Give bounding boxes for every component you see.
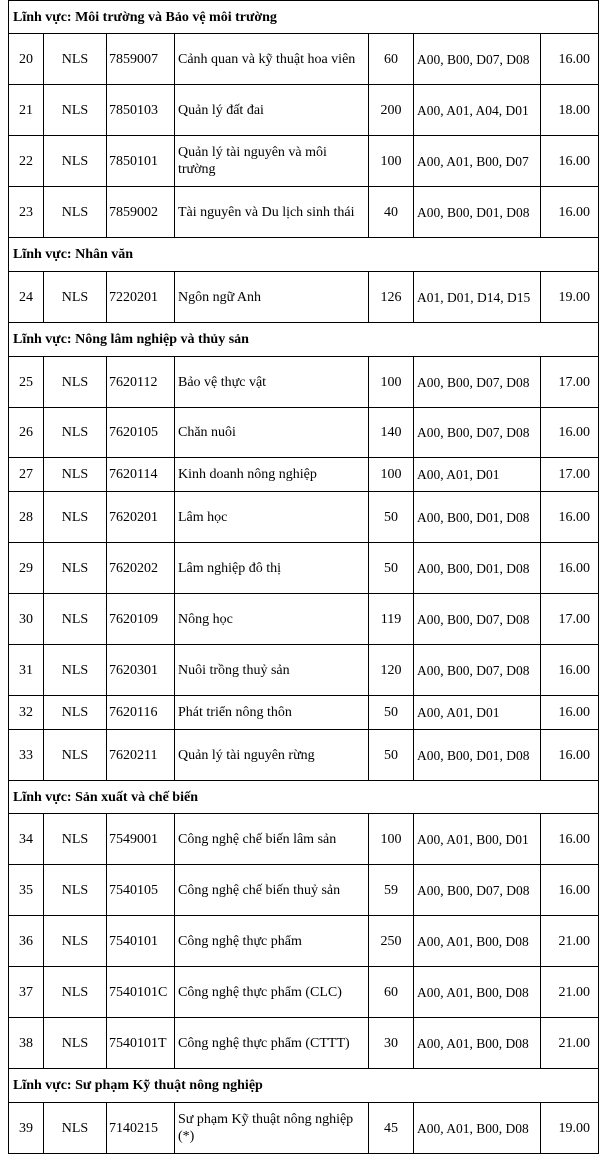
row-number: 22 <box>9 136 44 187</box>
table-row <box>9 187 599 238</box>
school-code: NLS <box>44 34 107 85</box>
major-code: 7850103 <box>107 85 175 136</box>
major-code: 7850101 <box>107 136 175 187</box>
row-number: 37 <box>9 967 44 1018</box>
table-row <box>9 1103 599 1154</box>
section-title: Lĩnh vực: Môi trường và Bảo vệ môi trường <box>9 1 599 34</box>
quota: 50 <box>369 492 414 543</box>
section-header-row <box>9 781 599 814</box>
major-code: 7620109 <box>107 594 175 645</box>
table-row <box>9 543 599 594</box>
major-name: Quản lý tài nguyên rừng <box>175 730 369 781</box>
quota: 30 <box>369 1018 414 1069</box>
quota: 100 <box>369 814 414 865</box>
school-code: NLS <box>44 967 107 1018</box>
row-number: 26 <box>9 408 44 458</box>
row-number: 27 <box>9 458 44 492</box>
table-row <box>9 492 599 543</box>
quota: 119 <box>369 594 414 645</box>
school-code: NLS <box>44 865 107 916</box>
subject-combinations: A00, A01, D01 <box>414 696 541 730</box>
major-code: 7620211 <box>107 730 175 781</box>
admission-score: 16.00 <box>541 730 599 781</box>
major-name: Nuôi trồng thuỷ sản <box>175 645 369 696</box>
school-code: NLS <box>44 357 107 408</box>
major-code: 7859007 <box>107 34 175 85</box>
section-header-row <box>9 238 599 272</box>
admission-score: 21.00 <box>541 967 599 1018</box>
quota: 50 <box>369 730 414 781</box>
quota: 59 <box>369 865 414 916</box>
subject-combinations: A00, B00, D07, D08 <box>414 594 541 645</box>
school-code: NLS <box>44 543 107 594</box>
subject-combinations: A00, B00, D01, D08 <box>414 492 541 543</box>
subject-combinations: A00, B00, D07, D08 <box>414 34 541 85</box>
major-code: 7540101 <box>107 916 175 967</box>
admission-score-table <box>8 0 599 1154</box>
quota: 120 <box>369 645 414 696</box>
quota: 100 <box>369 458 414 492</box>
major-code: 7620301 <box>107 645 175 696</box>
major-name: Kinh doanh nông nghiệp <box>175 458 369 492</box>
row-number: 24 <box>9 272 44 323</box>
admission-score: 16.00 <box>541 865 599 916</box>
table-row <box>9 916 599 967</box>
table-row <box>9 408 599 458</box>
admission-score-sheet <box>8 0 598 1154</box>
subject-combinations: A00, A01, B00, D08 <box>414 916 541 967</box>
major-code: 7620116 <box>107 696 175 730</box>
admission-score: 21.00 <box>541 1018 599 1069</box>
row-number: 36 <box>9 916 44 967</box>
major-name: Bảo vệ thực vật <box>175 357 369 408</box>
major-code: 7549001 <box>107 814 175 865</box>
quota: 50 <box>369 696 414 730</box>
major-name: Sư phạm Kỹ thuật nông nghiệp (*) <box>175 1103 369 1154</box>
school-code: NLS <box>44 85 107 136</box>
table-row <box>9 814 599 865</box>
row-number: 23 <box>9 187 44 238</box>
section-title: Lĩnh vực: Sản xuất và chế biến <box>9 781 599 814</box>
subject-combinations: A00, A01, B00, D01 <box>414 814 541 865</box>
section-title: Lĩnh vực: Nhân văn <box>9 238 599 272</box>
row-number: 28 <box>9 492 44 543</box>
major-code: 7140215 <box>107 1103 175 1154</box>
admission-score: 16.00 <box>541 492 599 543</box>
school-code: NLS <box>44 1103 107 1154</box>
admission-score: 19.00 <box>541 1103 599 1154</box>
row-number: 34 <box>9 814 44 865</box>
section-header-row <box>9 1 599 34</box>
major-code: 7620202 <box>107 543 175 594</box>
table-row <box>9 85 599 136</box>
row-number: 31 <box>9 645 44 696</box>
table-row <box>9 594 599 645</box>
major-code: 7859002 <box>107 187 175 238</box>
subject-combinations: A00, B00, D07, D08 <box>414 865 541 916</box>
major-name: Phát triển nông thôn <box>175 696 369 730</box>
row-number: 38 <box>9 1018 44 1069</box>
admission-score: 17.00 <box>541 594 599 645</box>
major-code: 7620112 <box>107 357 175 408</box>
school-code: NLS <box>44 408 107 458</box>
row-number: 25 <box>9 357 44 408</box>
school-code: NLS <box>44 272 107 323</box>
major-name: Lâm nghiệp đô thị <box>175 543 369 594</box>
subject-combinations: A00, A01, B00, D08 <box>414 967 541 1018</box>
table-row <box>9 136 599 187</box>
school-code: NLS <box>44 916 107 967</box>
table-row <box>9 458 599 492</box>
row-number: 29 <box>9 543 44 594</box>
row-number: 21 <box>9 85 44 136</box>
section-header-row <box>9 323 599 357</box>
quota: 200 <box>369 85 414 136</box>
major-name: Quản lý đất đai <box>175 85 369 136</box>
major-code: 7220201 <box>107 272 175 323</box>
subject-combinations: A00, B00, D01, D08 <box>414 543 541 594</box>
admission-score: 18.00 <box>541 85 599 136</box>
section-title: Lĩnh vực: Nông lâm nghiệp và thủy sản <box>9 323 599 357</box>
table-row <box>9 34 599 85</box>
school-code: NLS <box>44 814 107 865</box>
quota: 45 <box>369 1103 414 1154</box>
subject-combinations: A00, A01, B00, D08 <box>414 1018 541 1069</box>
school-code: NLS <box>44 730 107 781</box>
quota: 40 <box>369 187 414 238</box>
major-code: 7540105 <box>107 865 175 916</box>
quota: 126 <box>369 272 414 323</box>
school-code: NLS <box>44 645 107 696</box>
subject-combinations: A00, B00, D07, D08 <box>414 357 541 408</box>
section-title: Lĩnh vực: Sư phạm Kỹ thuật nông nghiệp <box>9 1069 599 1103</box>
school-code: NLS <box>44 492 107 543</box>
quota: 100 <box>369 136 414 187</box>
school-code: NLS <box>44 187 107 238</box>
school-code: NLS <box>44 594 107 645</box>
row-number: 35 <box>9 865 44 916</box>
admission-score: 19.00 <box>541 272 599 323</box>
subject-combinations: A00, B00, D07, D08 <box>414 645 541 696</box>
admission-score: 21.00 <box>541 916 599 967</box>
major-name: Chăn nuôi <box>175 408 369 458</box>
quota: 100 <box>369 357 414 408</box>
major-name: Quản lý tài nguyên và môi trường <box>175 136 369 187</box>
quota: 140 <box>369 408 414 458</box>
row-number: 39 <box>9 1103 44 1154</box>
admission-score: 16.00 <box>541 408 599 458</box>
quota: 60 <box>369 34 414 85</box>
admission-score: 16.00 <box>541 645 599 696</box>
admission-score: 16.00 <box>541 136 599 187</box>
major-code: 7540101C <box>107 967 175 1018</box>
major-name: Công nghệ chế biến lâm sản <box>175 814 369 865</box>
row-number: 32 <box>9 696 44 730</box>
major-name: Cảnh quan và kỹ thuật hoa viên <box>175 34 369 85</box>
subject-combinations: A01, D01, D14, D15 <box>414 272 541 323</box>
quota: 60 <box>369 967 414 1018</box>
school-code: NLS <box>44 1018 107 1069</box>
admission-score: 16.00 <box>541 814 599 865</box>
admission-score: 16.00 <box>541 187 599 238</box>
major-code: 7540101T <box>107 1018 175 1069</box>
major-name: Tài nguyên và Du lịch sinh thái <box>175 187 369 238</box>
table-row <box>9 357 599 408</box>
table-row <box>9 865 599 916</box>
admission-score: 16.00 <box>541 34 599 85</box>
major-name: Công nghệ thực phẩm <box>175 916 369 967</box>
school-code: NLS <box>44 136 107 187</box>
subject-combinations: A00, B00, D01, D08 <box>414 730 541 781</box>
admission-score: 16.00 <box>541 543 599 594</box>
table-body <box>9 1 599 1154</box>
subject-combinations: A00, B00, D01, D08 <box>414 187 541 238</box>
table-row <box>9 730 599 781</box>
table-row <box>9 272 599 323</box>
quota: 250 <box>369 916 414 967</box>
major-name: Công nghệ thực phẩm (CTTT) <box>175 1018 369 1069</box>
table-row <box>9 1018 599 1069</box>
subject-combinations: A00, A01, D01 <box>414 458 541 492</box>
subject-combinations: A00, A01, A04, D01 <box>414 85 541 136</box>
subject-combinations: A00, B00, D07, D08 <box>414 408 541 458</box>
subject-combinations: A00, A01, B00, D08 <box>414 1103 541 1154</box>
major-name: Công nghệ chế biến thuỷ sản <box>175 865 369 916</box>
major-code: 7620114 <box>107 458 175 492</box>
major-name: Nông học <box>175 594 369 645</box>
major-name: Lâm học <box>175 492 369 543</box>
table-row <box>9 967 599 1018</box>
admission-score: 17.00 <box>541 357 599 408</box>
school-code: NLS <box>44 696 107 730</box>
row-number: 33 <box>9 730 44 781</box>
admission-score: 16.00 <box>541 696 599 730</box>
table-row <box>9 645 599 696</box>
school-code: NLS <box>44 458 107 492</box>
row-number: 20 <box>9 34 44 85</box>
quota: 50 <box>369 543 414 594</box>
major-code: 7620105 <box>107 408 175 458</box>
subject-combinations: A00, A01, B00, D07 <box>414 136 541 187</box>
table-row <box>9 696 599 730</box>
major-name: Ngôn ngữ Anh <box>175 272 369 323</box>
major-code: 7620201 <box>107 492 175 543</box>
section-header-row <box>9 1069 599 1103</box>
admission-score: 17.00 <box>541 458 599 492</box>
major-name: Công nghệ thực phẩm (CLC) <box>175 967 369 1018</box>
row-number: 30 <box>9 594 44 645</box>
